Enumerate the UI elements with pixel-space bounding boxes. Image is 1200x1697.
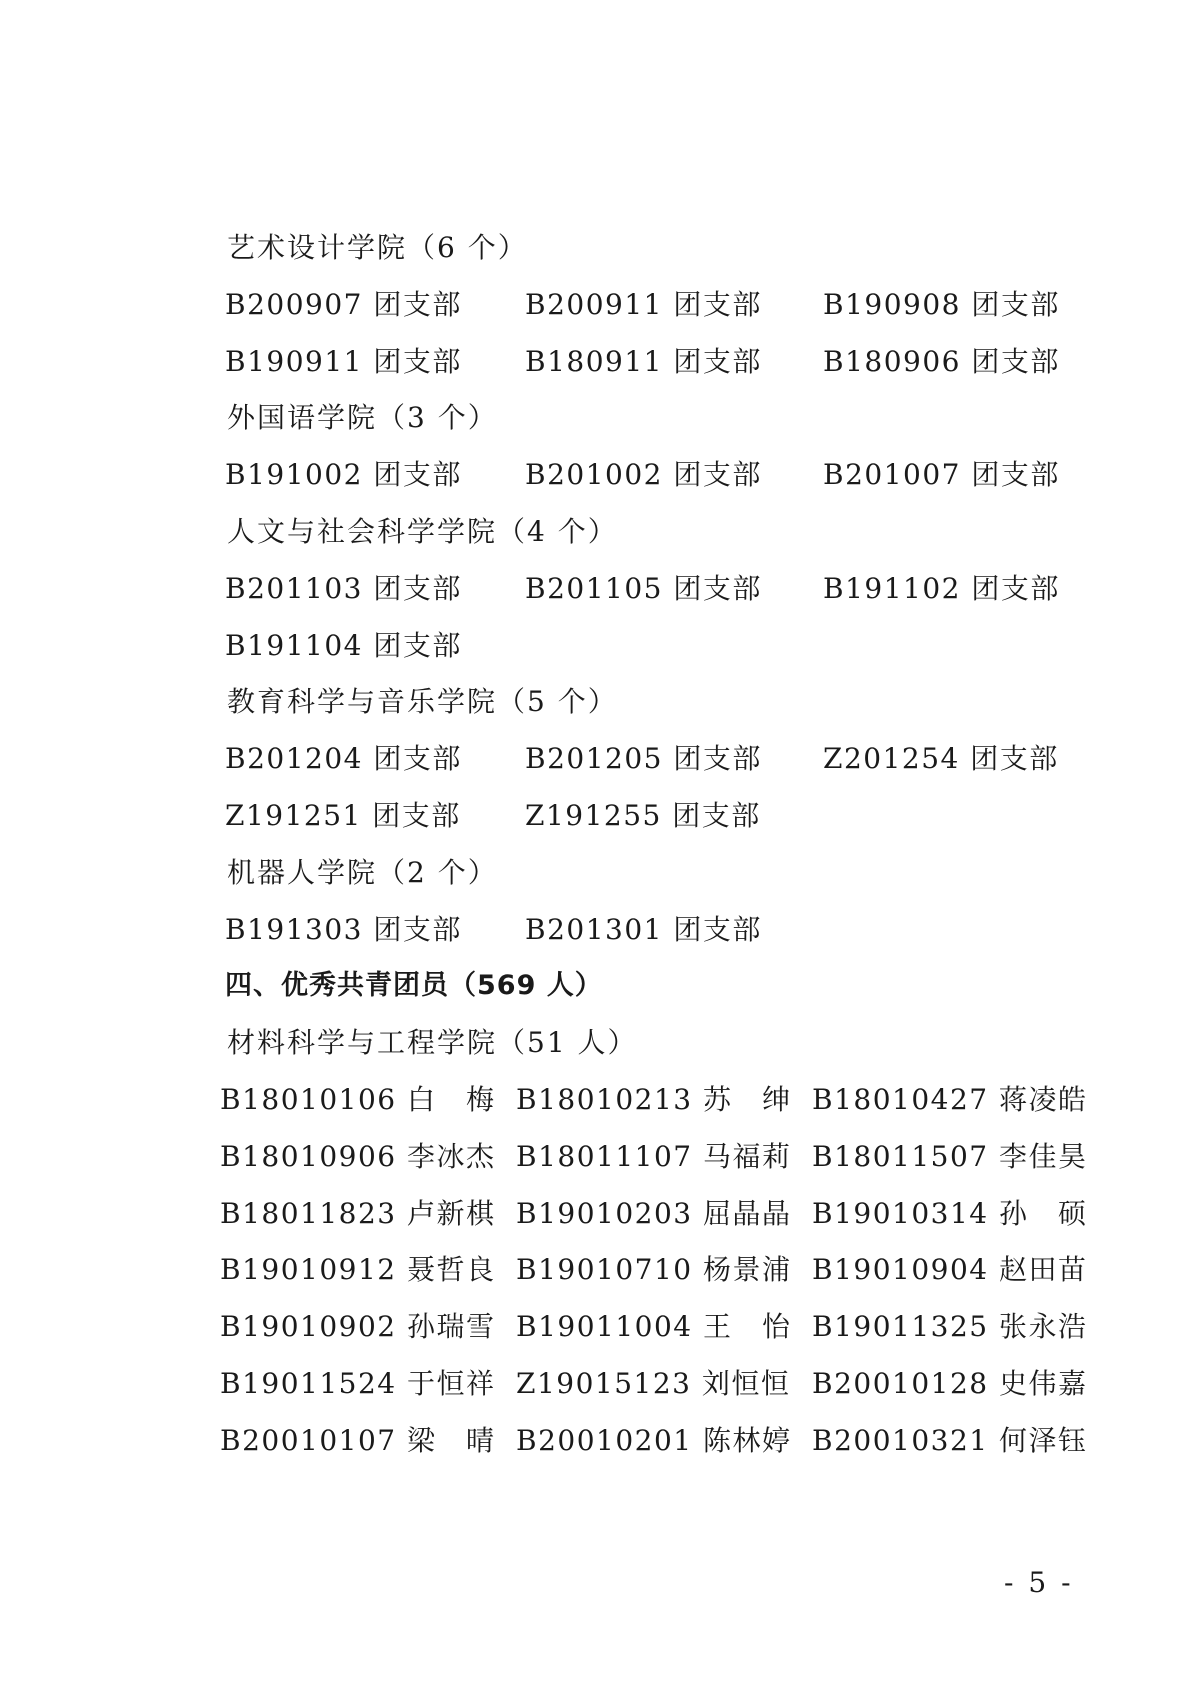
member-entry: B20010201 陈林婷 [516,1423,792,1457]
member-entry: B19010904 赵田苗 [812,1253,1088,1287]
org-row [225,618,1085,675]
org-row [225,334,1085,391]
member-entry: B18011823 卢新棋 [220,1196,496,1230]
member-entry: B19011524 于恒祥 [220,1366,496,1400]
member-entry: B20010128 史伟嘉 [812,1366,1088,1400]
member-entry: B19010902 孙瑞雪 [220,1310,496,1344]
member-entry: B18010213 苏 绅 [516,1082,792,1116]
org-entry: B201105 团支部 [525,571,762,605]
org-entry: B191002 团支部 [225,458,462,492]
college-heading-materials: 材料科学与工程学院（51 人） [227,1026,638,1060]
org-entry: B191102 团支部 [823,571,1060,605]
member-entry: B19010314 孙 硕 [812,1196,1088,1230]
college-heading-foreign-languages: 外国语学院（3 个） [227,401,498,435]
org-entry: B190908 团支部 [823,287,1060,321]
member-entry: B18011507 李佳昊 [812,1139,1088,1173]
member-entry: B18010906 李冰杰 [220,1139,496,1173]
page-number: - 5 - [1004,1566,1074,1599]
member-entry: B19011004 王 怡 [516,1310,792,1344]
org-row [225,561,1085,618]
org-row [225,788,1085,845]
college-heading-humanities: 人文与社会科学学院（4 个） [227,514,618,548]
member-row [220,1413,1088,1470]
member-row [220,1356,1088,1413]
org-row [225,902,1085,959]
college-heading-education-music: 教育科学与音乐学院（5 个） [227,685,618,719]
org-entry: B201002 团支部 [525,458,762,492]
member-row [220,1072,1088,1129]
org-entry: B190911 团支部 [225,344,462,378]
org-entry: B191303 团支部 [225,912,462,946]
page-content [220,220,1088,1470]
member-entry: B20010321 何泽钰 [812,1423,1088,1457]
org-row [225,277,1085,334]
member-entry: B18010427 蒋凌皓 [812,1082,1088,1116]
member-entry: B20010107 梁 晴 [220,1423,496,1457]
member-entry: B19010203 屈晶晶 [516,1196,792,1230]
member-entry: B19010710 杨景浦 [516,1253,792,1287]
org-entry: B201205 团支部 [525,742,762,776]
member-row [220,1129,1088,1186]
member-row [220,1242,1088,1299]
org-entry: B200907 团支部 [225,287,462,321]
member-entry: B19011325 张永浩 [812,1310,1088,1344]
org-entry: Z201254 团支部 [823,742,1059,776]
org-row [225,447,1085,504]
org-entry: B201007 团支部 [823,458,1060,492]
member-row [220,1299,1088,1356]
org-entry: Z191255 团支部 [525,798,761,832]
section-heading-outstanding-members: 四、优秀共青团员（569 人） [225,970,603,1002]
member-entry: B19010912 聂哲良 [220,1253,496,1287]
college-heading-robotics: 机器人学院（2 个） [227,855,498,889]
member-entry: Z19015123 刘恒恒 [516,1366,791,1400]
member-entry: B18011107 马福莉 [516,1139,792,1173]
org-entry: Z191251 团支部 [225,798,461,832]
org-entry: B180906 团支部 [823,344,1060,378]
org-entry: B180911 团支部 [525,344,762,378]
member-row [220,1186,1088,1243]
org-entry: B200911 团支部 [525,287,762,321]
college-heading-art-design: 艺术设计学院（6 个） [227,231,528,264]
org-entry: B201103 团支部 [225,571,462,605]
org-row [225,731,1085,788]
member-entry: B18010106 白 梅 [220,1082,496,1116]
org-entry: B191104 团支部 [225,628,462,662]
org-entry: B201301 团支部 [525,912,762,946]
org-entry: B201204 团支部 [225,742,462,776]
